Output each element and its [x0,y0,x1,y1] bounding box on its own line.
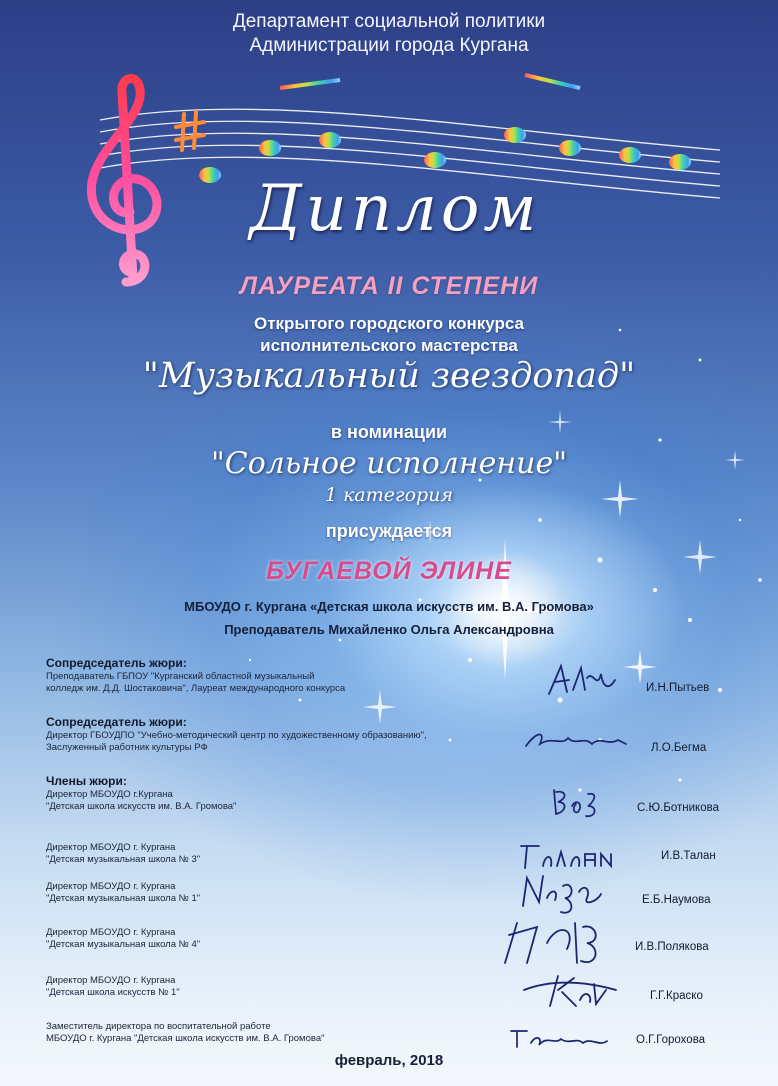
signature-botnikova [548,784,608,820]
chair2-title: Сопредседатель жюри: [46,715,187,729]
contest-line-1: Открытого городского конкурса [253,314,525,333]
member-2 [46,842,546,866]
diploma-title: Диплом [249,172,541,246]
winner-name: БУГАЕВОЙ ЭЛИНЕ [266,557,512,585]
signature-polyakova [497,913,617,973]
department-header [0,10,778,58]
issue-date: февраль, 2018 [334,1052,444,1069]
chair1-line-1: Преподаватель ГБПОУ "Курганский областной музыкальный [46,671,315,682]
chair1-line-2: колледж им. Д.Д. Шостаковича", Лауреат международного конкурса [46,683,346,694]
member-3-line-1: Директор МБОУДО г. Кургана [46,881,176,892]
member-1-line-1: Директор МБОУДО г.Кургана [46,789,173,800]
member-3-name: Е.Б.Наумова [642,894,711,906]
member-3-line-2: "Детская музыкальная школа № 1" [46,893,201,904]
department-line-1: Департамент социальной политики [232,11,546,32]
member-1-line-2: "Детская школа искусств им. В.А. Громова" [46,801,237,812]
member-2-name: И.В.Талан [661,850,716,862]
chair2-line-1: Директор ГБОУДПО "Учебно-методический центр по художественному образованию", [46,730,427,741]
member-1 [46,789,546,813]
member-1-name: С.Ю.Ботникова [637,802,719,814]
laureate-degree: ЛАУРЕАТА II СТЕПЕНИ [239,272,539,300]
member-4 [46,927,546,951]
member-5-name: Г.Г.Краско [650,990,703,1002]
chair1-title: Сопредседатель жюри: [46,656,187,670]
deputy [46,1021,546,1045]
member-5 [46,975,546,999]
deputy-name: О.Г.Горохова [636,1034,706,1046]
signature-gorokhova [507,1025,627,1053]
category: 1 категория [324,484,454,506]
member-3 [46,881,546,905]
contest-line-2: исполнительского мастерства [260,336,518,355]
nomination-intro: в номинации [330,422,448,442]
member-4-name: И.В.Полякова [635,941,709,953]
teacher-name: Преподаватель Михайленко Ольга Александровна [224,622,554,637]
school-name: МБОУДО г. Кургана «Детская школа искусств им. В.А. Громова» [184,599,594,614]
sharp-icon [172,110,208,154]
signature-begma [522,726,632,756]
chair2-name: Л.О.Бегма [651,742,707,754]
deputy-line-2: МБОУДО г. Кургана "Детская школа искусств им. В.А. Громова" [46,1033,325,1044]
member-4-line-2: "Детская музыкальная школа № 4" [46,939,201,950]
treble-clef-icon [78,72,170,287]
awarded-text: присуждается [325,521,453,541]
chair1-name: И.Н.Пытьев [646,682,710,694]
member-4-line-1: Директор МБОУДО г. Кургана [46,927,176,938]
member-2-line-2: "Детская музыкальная школа № 3" [46,854,201,865]
department-line-2: Администрации города Кургана [249,35,529,56]
signature-talan [517,838,637,874]
signature-krasko [520,970,620,1010]
deputy-line-1: Заместитель директора по воспитательной работе [46,1021,271,1032]
signature-pytyev [545,660,625,700]
member-2-line-1: Директор МБОУДО г. Кургана [46,842,176,853]
chair2-description [46,730,546,754]
nomination-name: "Сольное исполнение" [210,446,568,481]
chair1-description [46,671,546,695]
festival-name: "Музыкальный звездопад" [142,356,636,396]
member-5-line-1: Директор МБОУДО г. Кургана [46,975,176,986]
member-5-line-2: "Детская школа искусств № 1" [46,987,180,998]
chair2-line-2: Заслуженный работник культуры РФ [46,742,208,753]
members-title: Члены жюри: [46,774,127,788]
